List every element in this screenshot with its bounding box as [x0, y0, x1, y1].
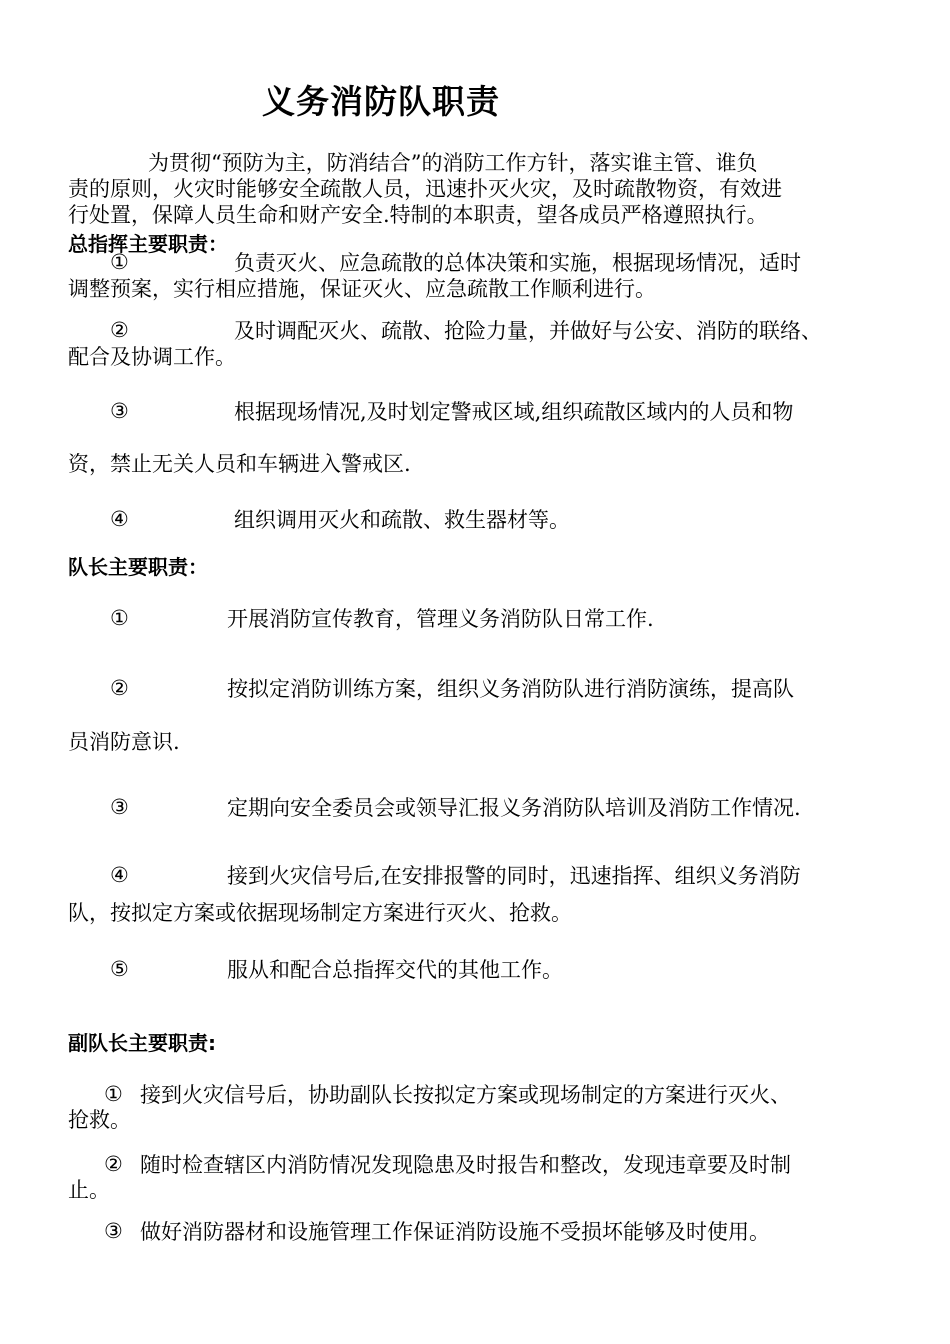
list-item-text: 接到火灾信号后,在安排报警的同时，迅速指挥、组织义务消防 [227, 864, 801, 888]
list-item-text: 开展消防宣传教育，管理义务消防队日常工作. [227, 607, 654, 631]
list-number: ③ [110, 399, 129, 423]
document-title: 义务消防队职责 [262, 82, 500, 121]
list-number: ⑤ [110, 957, 129, 981]
list-item-text: 止。 [68, 1178, 110, 1202]
list-number: ③ [110, 795, 129, 819]
list-item-text: 调整预案，实行相应措施，保证灭火、应急疏散工作顺利进行。 [68, 277, 656, 301]
list-item-text: 接到火灾信号后，协助副队长按拟定方案或现场制定的方案进行灭火、 [140, 1083, 791, 1107]
list-item-text: 服从和配合总指挥交代的其他工作。 [227, 958, 563, 982]
list-number: ② [104, 1152, 123, 1176]
list-item-text: 资，禁止无关人员和车辆进入警戒区. [68, 452, 411, 476]
section-heading-commander: 总指挥主要职责： [68, 232, 228, 256]
list-number: ② [110, 318, 129, 342]
section-heading-captain: 队长主要职责： [68, 555, 208, 579]
list-item-text: 员消防意识. [68, 730, 180, 754]
list-item-text: 抢救。 [68, 1108, 131, 1132]
list-number: ① [110, 250, 129, 274]
list-item-text: 随时检查辖区内消防情况发现隐患及时报告和整改，发现违章要及时制 [140, 1153, 791, 1177]
list-number: ② [110, 676, 129, 700]
list-item-text: 定期向安全委员会或领导汇报义务消防队培训及消防工作情况. [227, 796, 801, 820]
list-number: ③ [104, 1219, 123, 1243]
list-number: ① [104, 1082, 123, 1106]
list-item-text: 组织调用灭火和疏散、救生器材等。 [234, 508, 570, 532]
list-item-text: 做好消防器材和设施管理工作保证消防设施不受损坏能够及时使用。 [140, 1220, 770, 1244]
list-item-text: 及时调配灭火、疏散、抢险力量，并做好与公安、消防的联络、 [234, 319, 822, 343]
list-item-text: 配合及协调工作。 [68, 345, 236, 369]
section-heading-vice-captain: 副队长主要职责: [68, 1031, 216, 1055]
list-number: ① [110, 606, 129, 630]
list-item-text: 负责灭火、应急疏散的总体决策和实施，根据现场情况，适时 [234, 251, 801, 275]
list-number: ④ [110, 863, 129, 887]
list-item-text: 队，按拟定方案或依据现场制定方案进行灭火、抢救。 [68, 901, 572, 925]
intro-line-2: 责的原则，火灾时能够安全疏散人员，迅速扑灭火灾，及时疏散物资，有效进 [68, 177, 782, 201]
list-number: ④ [110, 507, 129, 531]
list-item-text: 按拟定消防训练方案，组织义务消防队进行消防演练，提高队 [227, 677, 794, 701]
list-item-text: 根据现场情况,及时划定警戒区域,组织疏散区域内的人员和物 [234, 400, 794, 424]
intro-line-1: 为贯彻“预防为主，防消结合”的消防工作方针，落实谁主管、谁负 [148, 151, 758, 175]
intro-line-3: 行处置，保障人员生命和财产安全.特制的本职责，望各成员严格遵照执行。 [68, 203, 768, 227]
